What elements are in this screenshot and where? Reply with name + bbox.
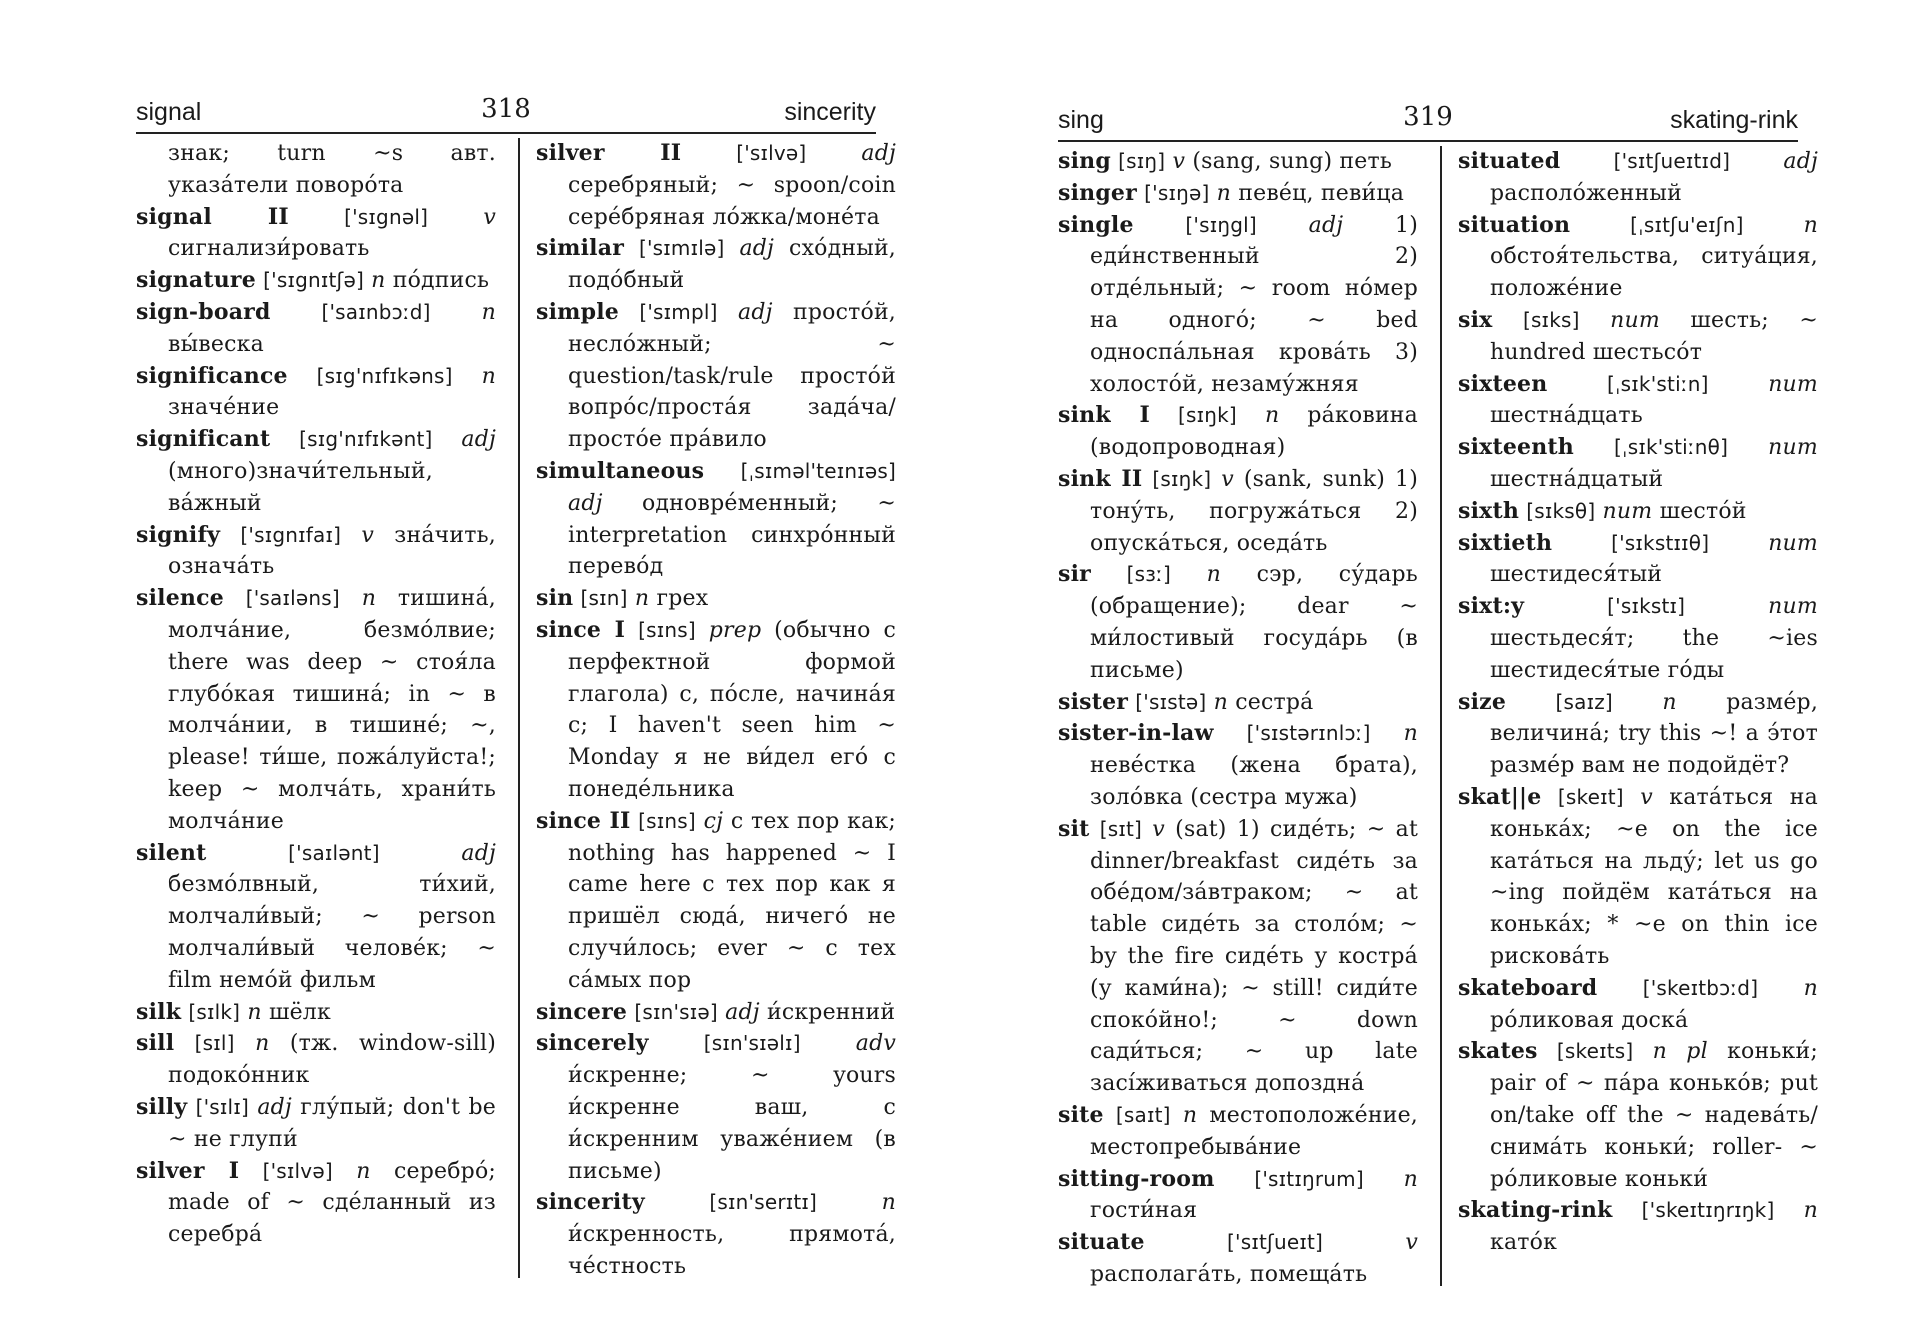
- dictionary-entry: [1058, 464, 1418, 559]
- definition: певе́ц, певи́ца: [1238, 180, 1405, 206]
- definition: и́скренний: [766, 999, 896, 1025]
- dictionary-entry: [536, 615, 896, 806]
- definition: разме́р, величина́; try this ~! а э́тот разме́р вам не подойдёт?: [1490, 689, 1819, 779]
- left-page: [136, 80, 897, 1290]
- headword: site: [1058, 1101, 1104, 1128]
- transcription: ['sɪmɪlə]: [638, 236, 725, 261]
- right-column-1: [1058, 146, 1418, 1291]
- transcription: [sɪns]: [638, 617, 696, 642]
- definition: схо́дный, подо́бный: [568, 236, 896, 294]
- right-page: [1058, 88, 1819, 1298]
- dictionary-entry: [136, 424, 496, 519]
- definition: значе́ние: [168, 395, 280, 421]
- dictionary-entry: [536, 1187, 896, 1282]
- dictionary-entry: [1058, 146, 1418, 178]
- dictionary-entry: [1058, 178, 1418, 210]
- definition: сестра́: [1235, 689, 1314, 715]
- definition: грех: [656, 586, 709, 612]
- transcription: ['sɪgnɪtʃə]: [263, 268, 364, 293]
- definition: просто́й, несло́жный; ~ question/task/rule просто́й вопро́с/проста́я зада́ча/просто́е пра́вило: [568, 299, 897, 453]
- definition: (sat) 1) сиде́ть; ~ at dinner/breakfast сиде́ть за обе́дом/за́втраком; ~ at table сиде́ть за столо́м; ~ by the fire сиде́ть у костра́ (у ками́на); ~ still! сиди́те споко́йно!; ~ down сади́ться; ~ up late засíживаться допоздна́: [1090, 816, 1418, 1097]
- transcription: ['sɪlvə]: [736, 141, 807, 165]
- definition: ра́ковина (водопроводная): [1090, 403, 1418, 461]
- part-of-speech: v: [361, 522, 374, 548]
- headword: silver II: [536, 140, 682, 166]
- part-of-speech: n: [1264, 403, 1280, 429]
- part-of-speech: n: [371, 268, 386, 294]
- dictionary-entry: [536, 138, 896, 233]
- transcription: ['sɪstərɪnlɔː]: [1246, 721, 1371, 746]
- dictionary-entry: [1058, 210, 1418, 401]
- part-of-speech: n: [1803, 975, 1818, 1001]
- part-of-speech: adj: [1308, 212, 1344, 238]
- transcription: ['sɪŋgl]: [1185, 212, 1257, 237]
- part-of-speech: num: [1768, 435, 1818, 461]
- definition: (sank, sunk) 1) тону́ть, погружа́ться 2) опуска́ться, оседа́ть: [1090, 466, 1419, 556]
- part-of-speech: adj: [568, 490, 603, 516]
- part-of-speech: num: [1610, 307, 1660, 333]
- part-of-speech: n: [634, 586, 650, 612]
- transcription: ['skeɪtɪŋrɪŋk]: [1641, 1198, 1775, 1223]
- definition: ката́ться на конька́х; ~e on the ice ката́ться на льду́; let us go ~ing пойдём ката́ться на конька́х; * ~e on thin ice рискова́ть: [1490, 784, 1818, 969]
- dictionary-entry: [136, 202, 496, 266]
- transcription: [skeɪt]: [1557, 784, 1624, 809]
- transcription: [ˌsɪk'stiːnθ]: [1614, 435, 1729, 460]
- part-of-speech: n: [255, 1031, 270, 1057]
- part-of-speech: n: [1403, 1166, 1418, 1192]
- headword: signature: [136, 267, 256, 294]
- headword: situated: [1458, 148, 1561, 174]
- part-of-speech: v: [1405, 1230, 1418, 1256]
- headword: sign-board: [136, 298, 271, 325]
- part-of-speech: n: [356, 1158, 371, 1184]
- transcription: [sɪn'serɪtɪ]: [709, 1190, 818, 1215]
- headword: sixteen: [1458, 370, 1548, 397]
- dictionary-entry: [1058, 1227, 1418, 1291]
- dictionary-entry: [1058, 814, 1418, 1100]
- part-of-speech: adj: [739, 236, 775, 262]
- headword: sixtieth: [1458, 529, 1553, 556]
- dictionary-entry: [1458, 1036, 1818, 1195]
- definition: 1) еди́нственный 2) отде́льный; ~ room но́мер на одного́; ~ bed односпа́льная крова́ть 3) холосто́й, незаму́жняя: [1090, 212, 1418, 397]
- headword: sincerely: [536, 1030, 649, 1057]
- part-of-speech: adj: [725, 999, 760, 1025]
- definition: шёлк: [268, 999, 331, 1025]
- transcription: [sɪksθ]: [1526, 498, 1596, 523]
- transcription: [sɜː]: [1126, 562, 1171, 587]
- part-of-speech: n: [1182, 1102, 1198, 1128]
- headword: sister-in-law: [1058, 720, 1214, 747]
- headword: significant: [136, 426, 271, 453]
- definition: обстоя́тельства, ситуа́ция, положе́ние: [1490, 244, 1818, 302]
- left-header-first-word: signal: [136, 98, 202, 126]
- dictionary-entry: [136, 265, 496, 297]
- transcription: ['sɪŋə]: [1144, 180, 1210, 205]
- transcription: ['saɪləns]: [245, 586, 340, 611]
- dictionary-entry: [1058, 1100, 1418, 1164]
- dictionary-entry: [136, 297, 496, 361]
- dictionary-entry: [536, 583, 896, 615]
- transcription: ['sɪkstɪɪθ]: [1611, 530, 1710, 555]
- transcription: ['sɪtʃueɪtɪd]: [1613, 149, 1731, 173]
- dictionary-entry: [1058, 718, 1418, 813]
- definition: неве́стка (жена брата), золо́вка (сестра мужа): [1090, 753, 1418, 810]
- transcription: [sɪn'sɪə]: [634, 999, 718, 1024]
- part-of-speech: v: [1152, 816, 1165, 842]
- headword: skat||e: [1458, 783, 1542, 810]
- transcription: ['sɪstə]: [1135, 689, 1207, 714]
- left-header-last-word: sincerity: [784, 98, 876, 126]
- transcription: ['skeɪtbɔːd]: [1642, 975, 1759, 1000]
- headword: sitting-room: [1058, 1165, 1215, 1192]
- definition: шестьдеся́т; the ~ies шестидеся́тые го́ды: [1490, 625, 1818, 683]
- dictionary-entry: [1058, 400, 1418, 464]
- transcription: ['sɪtɪŋrum]: [1254, 1166, 1364, 1191]
- definition: глу́пый; don't be ~ не глупи́: [168, 1094, 496, 1152]
- definition: безмо́лвный, ти́хий, молчали́вый; ~ person молчали́вый челове́к; ~ film немо́й фильм: [168, 872, 496, 993]
- dictionary-entry: [536, 456, 896, 583]
- dictionary-entry: [136, 838, 496, 997]
- definition: располо́женный: [1490, 180, 1683, 206]
- headword: sixth: [1458, 497, 1520, 524]
- dictionary-entry: [536, 997, 896, 1029]
- headword: skateboard: [1458, 974, 1598, 1001]
- right-page-header: [1058, 88, 1798, 142]
- dictionary-entry: [136, 1092, 496, 1156]
- headword: silence: [136, 585, 224, 612]
- definition: сэр, су́дарь (обращение); dear ~ ми́лостивый госуда́рь (в письме): [1090, 562, 1418, 683]
- definition: серебро́; made of ~ сде́ланный из серебра́: [168, 1158, 496, 1248]
- transcription: ['sɪgnəl]: [344, 204, 429, 229]
- part-of-speech: adv: [855, 1031, 896, 1057]
- headword: size: [1458, 688, 1507, 715]
- part-of-speech: n: [247, 999, 262, 1025]
- part-of-speech: num: [1768, 594, 1818, 620]
- headword: silk: [136, 998, 182, 1025]
- definition: шестна́дцать: [1490, 403, 1643, 429]
- part-of-speech: adj: [861, 141, 897, 166]
- headword: since II: [536, 807, 631, 834]
- headword: since I: [536, 616, 626, 643]
- left-page-header: [136, 80, 876, 134]
- part-of-speech: num: [1602, 498, 1653, 524]
- part-of-speech: adj: [257, 1094, 292, 1120]
- part-of-speech: num: [1768, 371, 1818, 397]
- definition: (много)значи́тельный, ва́жный: [168, 458, 433, 516]
- transcription: ['sɪtʃueɪt]: [1227, 1230, 1324, 1255]
- definition: (тж. window-sill) подоко́нник: [168, 1031, 497, 1089]
- transcription: [sɪŋk]: [1178, 403, 1237, 428]
- definition: и́скренность, прямота́, че́стность: [568, 1222, 896, 1279]
- part-of-speech: n: [1803, 1198, 1818, 1224]
- part-of-speech: n: [481, 363, 496, 389]
- headword: sink II: [1058, 465, 1143, 492]
- definition: (sang, sung) петь: [1192, 149, 1393, 174]
- left-page-number: 318: [481, 94, 531, 124]
- right-column-2: [1458, 146, 1818, 1259]
- dictionary-entry: [136, 1156, 496, 1251]
- headword: similar: [536, 235, 624, 262]
- right-header-last-word: skating-rink: [1670, 106, 1798, 134]
- headword: skates: [1458, 1038, 1538, 1065]
- transcription: [saɪt]: [1115, 1102, 1171, 1127]
- definition: и́скренне; ~ yours и́скренне ваш, с и́скренним уваже́нием (в письме): [568, 1063, 896, 1184]
- left-column-1: [136, 138, 496, 1251]
- transcription: [ˌsɪtʃu'eɪʃn]: [1630, 212, 1744, 237]
- part-of-speech: n: [1662, 689, 1677, 715]
- dictionary-entry: [136, 520, 496, 584]
- part-of-speech: n: [481, 299, 496, 325]
- headword: sincere: [536, 998, 628, 1025]
- transcription: [saɪz]: [1555, 689, 1613, 714]
- definition: (обычно с перфектной формой глагола) с, по́сле, начина́я с; I haven't seen him ~ Monday я не ви́дел его́ с понеде́льника: [568, 617, 896, 802]
- definition: зна́чить, означа́ть: [168, 522, 496, 580]
- dictionary-entry: [1058, 687, 1418, 719]
- transcription: [sɪns]: [638, 808, 696, 833]
- dictionary-entry: [536, 233, 896, 297]
- definition: шестна́дцатый: [1490, 466, 1664, 492]
- part-of-speech: v: [1172, 149, 1186, 174]
- definition: по́дпись: [392, 268, 490, 294]
- right-header-first-word: sing: [1058, 106, 1104, 134]
- definition: шесто́й: [1659, 498, 1747, 524]
- dictionary-entry: [1458, 305, 1818, 369]
- part-of-speech: num: [1768, 530, 1818, 556]
- transcription: ['sɪmpl]: [639, 299, 718, 324]
- dictionary-entry: [1458, 528, 1818, 592]
- dictionary-entry: [1458, 782, 1818, 973]
- transcription: ['sɪgnɪfaɪ]: [240, 522, 342, 547]
- part-of-speech: v: [1640, 784, 1653, 810]
- right-page-number: 319: [1403, 102, 1453, 132]
- dictionary-entry: [1458, 591, 1818, 686]
- transcription: ['sɪlvə]: [262, 1158, 333, 1183]
- headword: signify: [136, 521, 221, 548]
- part-of-speech: adj: [1783, 149, 1818, 174]
- definition: располага́ть, помеща́ть: [1090, 1261, 1368, 1287]
- dictionary-entry: [1458, 432, 1818, 496]
- part-of-speech: n: [1403, 721, 1418, 747]
- part-of-speech: n: [881, 1190, 896, 1216]
- dictionary-entry: [1458, 496, 1818, 528]
- headword: simultaneous: [536, 457, 705, 484]
- transcription: [sɪt]: [1099, 816, 1143, 841]
- dictionary-entry: [1458, 973, 1818, 1037]
- headword: significance: [136, 362, 288, 389]
- definition: с тех пор как; nothing has happened ~ I came here с тех пор как я пришёл сюда́, ничего́ не случи́лось; ever ~ с тех са́мых пор: [568, 808, 897, 993]
- dictionary-entry: [1458, 369, 1818, 433]
- part-of-speech: cj: [703, 808, 724, 834]
- dictionary-entry: [1458, 146, 1818, 210]
- dictionary-entry: [1058, 1164, 1418, 1228]
- definition: гости́ная: [1090, 1198, 1198, 1224]
- dictionary-entry: [1458, 687, 1818, 782]
- transcription: [sɪn'sɪəlɪ]: [703, 1031, 801, 1056]
- left-column-2: [536, 138, 896, 1283]
- headword: sixteenth: [1458, 434, 1574, 461]
- transcription: ['saɪnbɔːd]: [321, 299, 431, 324]
- transcription: [sɪg'nɪfɪkənt]: [299, 427, 433, 452]
- headword: skating-rink: [1458, 1197, 1613, 1224]
- definition: серебряный; ~ spoon/coin сере́бряная ло́жка/моне́та: [568, 172, 896, 230]
- part-of-speech: v: [1221, 466, 1234, 492]
- headword: sixt:y: [1458, 593, 1525, 620]
- dictionary-entry: [1058, 559, 1418, 686]
- headword: silly: [136, 1093, 188, 1120]
- part-of-speech: n: [1803, 212, 1818, 238]
- dictionary-entry: [536, 806, 896, 997]
- entry-continuation: знак; turn ~s авт. указа́тели поворо́та: [168, 141, 496, 198]
- headword: sit: [1058, 815, 1090, 842]
- transcription: ['saɪlənt]: [288, 840, 380, 865]
- transcription: [sɪlk]: [188, 999, 241, 1024]
- part-of-speech: v: [483, 204, 497, 230]
- headword: situate: [1058, 1229, 1145, 1256]
- definition: вы́веска: [168, 331, 264, 357]
- part-of-speech: n: [1206, 562, 1221, 588]
- headword: single: [1058, 211, 1134, 238]
- dictionary-entry: [136, 361, 496, 425]
- headword: simple: [536, 298, 619, 325]
- part-of-speech: adj: [738, 299, 773, 325]
- headword: sin: [536, 585, 574, 612]
- definition: сигнализи́ровать: [168, 236, 370, 262]
- transcription: [sɪg'nɪfɪkəns]: [316, 363, 453, 388]
- definition: шестидеся́тый: [1490, 562, 1663, 588]
- definition: одновре́менный; ~ interpretation синхро́нный перево́д: [568, 490, 896, 580]
- dictionary-entry: [1458, 1195, 1818, 1259]
- definition: ро́ликовая доска́: [1490, 1007, 1689, 1033]
- definition: тишина́, молча́ние, безмо́лвие; there was deep ~ стоя́ла глубо́кая тишина́; in ~ в молча́нии, в тишине́; ~, please! ти́ше, пожа́луйста!; keep ~ молча́ть, храни́ть молча́ние: [168, 586, 496, 834]
- dictionary-entry: [536, 1028, 896, 1187]
- transcription: [ˌsɪməl'teɪnɪəs]: [740, 458, 896, 483]
- transcription: [sɪn]: [580, 586, 628, 611]
- headword: sister: [1058, 688, 1129, 715]
- dictionary-entry: [136, 583, 496, 837]
- definition: коньки́; pair of ~ па́ра конько́в; put on/take off the ~ надева́ть/снима́ть коньки́; roller- ~ ро́ликовые коньки́: [1490, 1039, 1818, 1192]
- transcription: [sɪks]: [1522, 307, 1580, 332]
- transcription: [sɪl]: [194, 1031, 235, 1056]
- dictionary-entry: [136, 1028, 496, 1092]
- headword: signal II: [136, 203, 289, 230]
- transcription: [ˌsɪk'stiːn]: [1606, 371, 1709, 396]
- part-of-speech: n: [1216, 180, 1232, 206]
- part-of-speech: n: [361, 586, 377, 612]
- definition: шесть; ~ hundred шестьсо́т: [1490, 307, 1819, 365]
- definition: като́к: [1490, 1230, 1558, 1256]
- part-of-speech: n: [1213, 689, 1228, 715]
- dictionary-entry: [136, 997, 496, 1029]
- transcription: [skeɪts]: [1556, 1039, 1634, 1064]
- headword: sir: [1058, 561, 1091, 588]
- part-of-speech: adj: [461, 427, 496, 453]
- headword: sink I: [1058, 402, 1150, 429]
- headword: singer: [1058, 179, 1137, 206]
- transcription: [sɪŋ]: [1118, 149, 1166, 173]
- transcription: ['sɪlɪ]: [195, 1094, 249, 1119]
- part-of-speech: adj: [461, 840, 496, 866]
- headword: sill: [136, 1030, 175, 1057]
- transcription: ['sɪkstɪ]: [1607, 594, 1686, 619]
- column-divider: [1440, 146, 1442, 1286]
- dictionary-entry: [1458, 210, 1818, 305]
- transcription: [sɪŋk]: [1152, 466, 1212, 491]
- headword: sing: [1058, 148, 1111, 174]
- headword: six: [1458, 306, 1493, 333]
- part-of-speech: n pl: [1652, 1039, 1708, 1065]
- headword: situation: [1458, 211, 1571, 238]
- headword: sincerity: [536, 1189, 645, 1216]
- column-divider: [518, 138, 520, 1278]
- part-of-speech: prep: [708, 617, 762, 643]
- dictionary-entry: [536, 297, 896, 456]
- headword: silent: [136, 839, 207, 866]
- headword: silver I: [136, 1157, 240, 1184]
- definition: местоположе́ние, местопребыва́ние: [1090, 1102, 1419, 1160]
